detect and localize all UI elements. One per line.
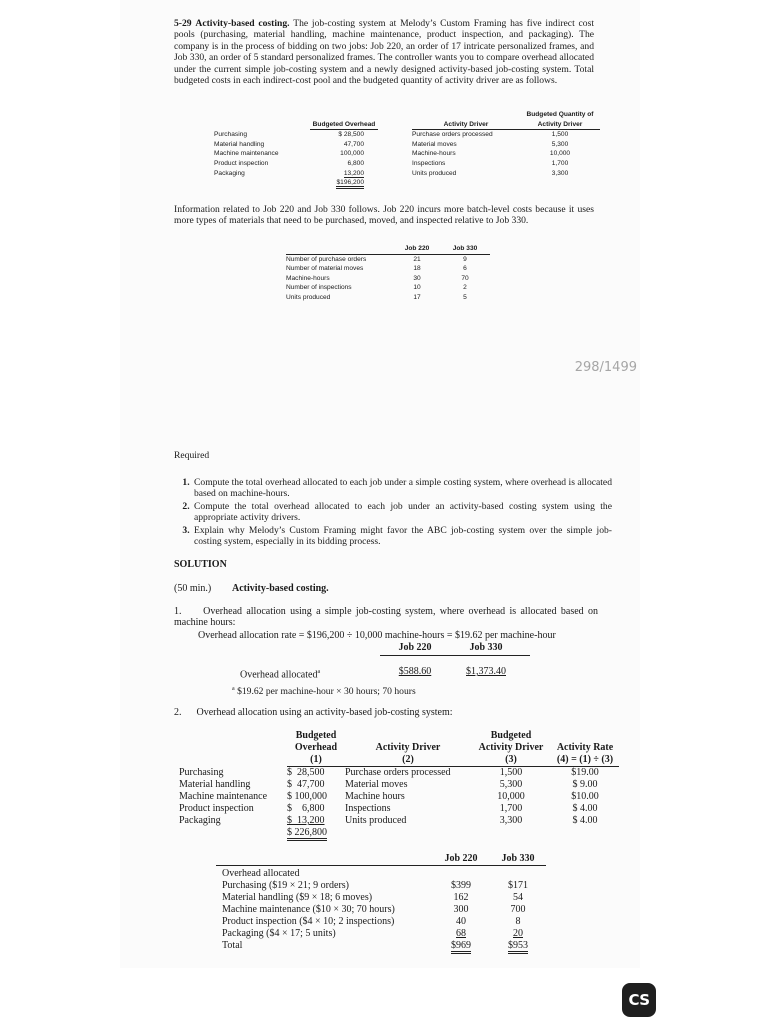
alloc-job330-value: $171 bbox=[508, 880, 528, 891]
job330-value: 70 bbox=[461, 274, 469, 282]
overhead-value: $ 28,500 bbox=[287, 767, 325, 778]
table-row bbox=[286, 254, 490, 264]
table-row bbox=[216, 880, 546, 892]
alloc-label: Product inspection ($4 × 10; 2 inspections) bbox=[222, 916, 395, 927]
pool-name: Purchasing bbox=[179, 766, 224, 778]
alloc-job220-value: $399 bbox=[451, 880, 471, 891]
part1-job330-header: Job 330 bbox=[469, 642, 503, 653]
footnote-mark: a bbox=[232, 686, 235, 692]
solution-topic: Activity-based costing. bbox=[232, 583, 329, 594]
table-row bbox=[179, 767, 619, 780]
alloc-job330-value: 20 bbox=[513, 928, 523, 939]
alloc-job330-value: 8 bbox=[515, 916, 521, 927]
solution-heading: SOLUTION bbox=[174, 559, 227, 570]
part1-footnote bbox=[232, 683, 416, 698]
job220-value: 17 bbox=[413, 293, 421, 301]
alloc-job330-header: Job 330 bbox=[490, 853, 546, 866]
overhead-pools-table bbox=[214, 110, 600, 188]
job330-value: 9 bbox=[463, 255, 467, 263]
alloc-label: Material handling ($9 × 18; 6 moves) bbox=[222, 892, 373, 903]
required-heading: Required bbox=[174, 450, 210, 461]
total-row bbox=[179, 827, 619, 839]
abc-rate-table bbox=[179, 730, 619, 839]
part1-job330-value bbox=[452, 666, 520, 678]
driver-name: Purchase orders processed bbox=[345, 767, 451, 778]
qty-value: 1,700 bbox=[551, 159, 569, 167]
rate-header: Activity Rate bbox=[556, 742, 614, 753]
row-label: Machine-hours bbox=[286, 274, 330, 282]
row-label: Number of material moves bbox=[286, 265, 364, 273]
qty-value: 5,300 bbox=[499, 779, 523, 790]
overhead-value: $ 47,700 bbox=[287, 779, 325, 790]
driver-header-3: (2) bbox=[345, 754, 471, 767]
table-row bbox=[216, 892, 546, 904]
job220-header: Job 220 bbox=[394, 244, 440, 254]
rate-value: $19.00 bbox=[571, 767, 599, 778]
pool-name: Purchasing bbox=[214, 130, 247, 138]
overhead-header-1: Budgeted bbox=[295, 730, 337, 741]
problem-number: 5-29 bbox=[174, 18, 192, 29]
camscanner-logo: CS bbox=[622, 983, 656, 1017]
driver-name: Inspections bbox=[412, 159, 446, 167]
pool-name: Packaging bbox=[214, 169, 245, 177]
alloc-job220-value: 40 bbox=[456, 916, 466, 927]
page-indicator: 298/1499 bbox=[574, 360, 637, 375]
row-label: Number of purchase orders bbox=[286, 255, 367, 263]
allocation-rate: Overhead allocation rate = $196,200 ÷ 10,000 machine-hours = $19.62 per machine-hour bbox=[198, 630, 556, 641]
job220-value: 21 bbox=[413, 255, 421, 263]
table-row bbox=[286, 274, 490, 284]
required-list bbox=[174, 477, 612, 548]
budgeted-header-3: (3) bbox=[471, 754, 551, 767]
job-info-table bbox=[286, 244, 490, 303]
overhead-value: 100,000 bbox=[340, 150, 364, 158]
qty-value: 1,500 bbox=[551, 131, 569, 139]
job330-value: 5 bbox=[463, 293, 467, 301]
rate-header-3: (4) = (1) ÷ (3) bbox=[551, 754, 619, 767]
driver-name: Material moves bbox=[412, 140, 457, 148]
alloc-label: Purchasing ($19 × 21; 9 orders) bbox=[222, 880, 350, 891]
problem-intro: The job-costing system at Melody’s Custom Framing has five indirect cost pools (purchasing, material handling, machine maintenance, product inspection, and packaging). The company is in the process of bidding on two jobs: Job 220, an order of 17 intricate personalized frames, and Job 330, an order of 5 standard personalized frames. The controller wants you to compare overhead allocated under the current simple job-costing system and a newly designed activity-based job-costing system. Total budgeted costs in each indirect-cost pool and the budgeted quantity of activity driver are as follows. bbox=[174, 18, 594, 87]
pool-name: Material handling bbox=[214, 140, 265, 148]
alloc-job220-header: Job 220 bbox=[432, 853, 490, 866]
alloc-label: Machine maintenance ($10 × 30; 70 hours) bbox=[222, 904, 395, 915]
total-row bbox=[214, 178, 600, 188]
qty-header-line2: Activity Driver bbox=[520, 120, 600, 130]
table-row bbox=[216, 916, 546, 928]
part2-text bbox=[174, 707, 453, 718]
row-label: Number of inspections bbox=[286, 284, 352, 292]
problem-statement bbox=[174, 18, 594, 86]
table-row bbox=[179, 815, 619, 827]
table-row bbox=[216, 928, 546, 940]
part2-description: Overhead allocation using an activity-based job-costing system: bbox=[196, 707, 453, 718]
qty-value: 1,700 bbox=[499, 803, 523, 814]
part1-job220-value bbox=[380, 666, 450, 678]
table-row bbox=[286, 293, 490, 303]
alloc-total-job220: $969 bbox=[451, 940, 471, 954]
qty-value: 3,300 bbox=[551, 169, 569, 177]
overhead-header-2: Overhead bbox=[294, 742, 338, 753]
driver-name: Machine-hours bbox=[412, 150, 456, 158]
alloc-total-label: Total bbox=[222, 940, 243, 951]
overhead-value: 13,200 bbox=[343, 169, 364, 177]
pool-name: Machine maintenance bbox=[214, 150, 279, 158]
job220-value: 10 bbox=[413, 284, 421, 292]
footnote-mark: a bbox=[317, 669, 321, 675]
driver-name: Purchase orders processed bbox=[412, 131, 493, 139]
overhead-value: $ 100,000 bbox=[287, 791, 327, 802]
job330-value: 2 bbox=[463, 284, 467, 292]
rate-value: $10.00 bbox=[571, 791, 599, 802]
overhead-value: 47,700 bbox=[343, 140, 364, 148]
alloc-label: Packaging ($4 × 17; 5 units) bbox=[222, 928, 336, 939]
table-row bbox=[286, 283, 490, 293]
abc-allocation-table bbox=[216, 853, 546, 952]
required-item: 1. Compute the total overhead allocated to each job under a simple costing system, where overhead is allocated based on machine-hours. bbox=[192, 477, 612, 500]
driver-name: Material moves bbox=[345, 779, 408, 790]
row-label: Units produced bbox=[286, 293, 331, 301]
alloc-job330-value: 700 bbox=[510, 904, 526, 915]
part1-text bbox=[174, 606, 598, 629]
driver-name: Machine hours bbox=[345, 791, 405, 802]
part1-label bbox=[240, 666, 320, 681]
qty-header-line1: Budgeted Quantity of bbox=[526, 111, 594, 118]
table-row bbox=[214, 159, 600, 169]
job330-value: 6 bbox=[463, 265, 467, 273]
table-row bbox=[214, 149, 600, 159]
part1-job220-header: Job 220 bbox=[398, 642, 432, 653]
qty-value: 5,300 bbox=[551, 140, 569, 148]
overhead-header-3: (1) bbox=[287, 754, 345, 767]
required-item: 2. Compute the total overhead allocated to each job under an activity-based costing system using the appropriate activity drivers. bbox=[192, 501, 612, 524]
part1-description: Overhead allocation using a simple job-costing system, where overhead is allocated based on machine hours: bbox=[174, 606, 599, 629]
job220-value: 30 bbox=[413, 274, 421, 282]
qty-value: 10,000 bbox=[497, 791, 525, 802]
total-row bbox=[216, 940, 546, 952]
qty-value: 1,500 bbox=[499, 767, 523, 778]
job-info-text: Information related to Job 220 and Job 330 follows. Job 220 incurs more batch-level costs because it uses more types of materials that need to be purchased, moved, and inspected relative to Job 330. bbox=[174, 204, 594, 227]
overhead-value: $ 6,800 bbox=[287, 803, 325, 814]
solution-time: (50 min.) bbox=[174, 583, 212, 594]
driver-name: Inspections bbox=[345, 803, 391, 814]
pool-name: Product inspection bbox=[214, 159, 269, 167]
problem-title: Activity-based costing. bbox=[195, 18, 290, 29]
overhead-value: $ 13,200 bbox=[287, 815, 325, 826]
overhead-value: 6,800 bbox=[347, 159, 364, 167]
budgeted-header-2: Activity Driver bbox=[478, 742, 544, 753]
part1-header-rule bbox=[380, 655, 530, 656]
table-row bbox=[286, 264, 490, 274]
alloc-heading: Overhead allocated bbox=[222, 868, 300, 879]
overhead-total: $ 226,800 bbox=[287, 827, 327, 841]
job330-header: Job 330 bbox=[440, 244, 490, 254]
pool-name: Machine maintenance bbox=[179, 791, 268, 802]
rate-value: $ 9.00 bbox=[572, 779, 598, 790]
table-row bbox=[214, 140, 600, 150]
value-text: $588.60 bbox=[398, 666, 432, 677]
overhead-value: $ 28,500 bbox=[338, 131, 364, 139]
qty-value: 3,300 bbox=[499, 815, 523, 826]
part1-number: 1. bbox=[174, 606, 182, 617]
qty-value: 10,000 bbox=[549, 150, 571, 158]
footnote-text: $19.62 per machine-hour × 30 hours; 70 hours bbox=[237, 686, 416, 698]
required-item: 3. Explain why Melody’s Custom Framing might favor the ABC job-costing system over the simple job-costing system, especially in its bidding process. bbox=[192, 525, 612, 548]
table-row bbox=[179, 779, 619, 791]
alloc-total-job330: $953 bbox=[508, 940, 528, 954]
alloc-job330-value: 54 bbox=[513, 892, 523, 903]
budgeted-header-1: Budgeted bbox=[490, 730, 532, 741]
pool-name: Product inspection bbox=[179, 803, 254, 814]
driver-name: Units produced bbox=[412, 169, 457, 177]
pool-name: Material handling bbox=[179, 779, 251, 790]
alloc-job220-value: 162 bbox=[453, 892, 469, 903]
rate-value: $ 4.00 bbox=[572, 815, 598, 826]
table-row bbox=[216, 904, 546, 916]
table-row bbox=[214, 130, 600, 140]
value-text: $1,373.40 bbox=[466, 666, 506, 677]
table-row bbox=[179, 803, 619, 815]
overhead-allocated-label: Overhead allocated bbox=[240, 669, 318, 681]
alloc-job220-value: 68 bbox=[456, 928, 466, 939]
driver-name: Units produced bbox=[345, 815, 407, 826]
driver-header: Activity Driver bbox=[412, 120, 520, 130]
overhead-header: Budgeted Overhead bbox=[310, 120, 378, 130]
alloc-job220-value: 300 bbox=[453, 904, 469, 915]
table-row bbox=[179, 791, 619, 803]
table-row bbox=[214, 169, 600, 179]
rate-value: $ 4.00 bbox=[572, 803, 598, 814]
pool-name: Packaging bbox=[179, 815, 221, 826]
driver-header: Activity Driver bbox=[375, 742, 441, 753]
part2-number: 2. bbox=[174, 707, 182, 718]
overhead-total: $196,200 bbox=[336, 179, 364, 189]
job220-value: 18 bbox=[413, 265, 421, 273]
